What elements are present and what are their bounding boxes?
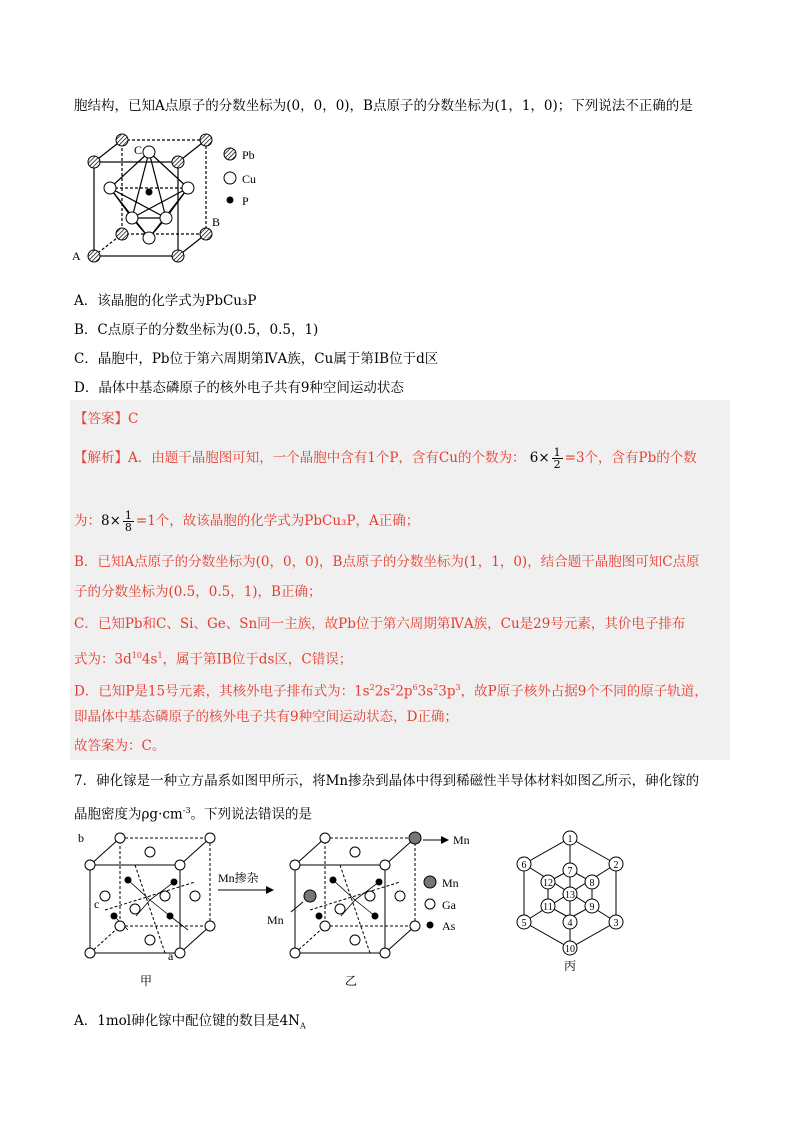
option-a: A．该晶胞的化学式为PbCu₃P: [74, 293, 257, 309]
svg-text:9: 9: [589, 902, 595, 913]
analysis-final: 故答案为：C。: [74, 738, 166, 754]
analysis-c-2: 式为：$3d^{10}4s^1$，属于第ⅠB位于ds区，C错误；: [74, 651, 353, 668]
analysis-label: 【解析】: [74, 450, 128, 466]
fraction-half: $\frac{1}{2}$: [553, 446, 561, 471]
option-d: D．晶体中基态磷原子的核外电子共有9种空间运动状态: [74, 380, 404, 396]
svg-text:6: 6: [521, 860, 527, 871]
option-c: C．晶胞中，Pb位于第六周期第ⅣA族，Cu属于第ⅠB位于d区: [74, 351, 439, 367]
svg-text:b: b: [78, 831, 84, 845]
analysis-d-2: 即晶体中基态磷原子的核外电子共有9种空间运动状态，D正确；: [74, 709, 458, 725]
analysis-b-1: B．已知A点原子的分数坐标为(0，0，0)，B点原子的分数坐标为(1，1，0)，结合题干晶胞图可知C点原: [74, 554, 700, 570]
svg-text:12: 12: [543, 878, 553, 889]
arrow-label: Mn掺杂: [218, 871, 259, 885]
answer-label: 【答案】C: [74, 411, 139, 427]
svg-text:Mn: Mn: [267, 913, 284, 927]
svg-text:2: 2: [613, 860, 619, 871]
analysis-d-1: D．已知P是15号元素，其核外电子排布式为：$1s^22s^22p^63s^23p^3$，故P原子核外占据9个不同的原子轨道，: [74, 683, 708, 700]
svg-text:10: 10: [565, 944, 575, 955]
svg-text:Mn: Mn: [442, 876, 459, 890]
svg-text:Ga: Ga: [442, 898, 456, 912]
question-intro: 胞结构，已知A点原子的分数坐标为(0，0，0)，B点原子的分数坐标为(1，1，0)；下列说法不正确的是: [74, 98, 693, 114]
svg-text:11: 11: [543, 902, 553, 913]
analysis-b-2: 子的分数坐标为(0.5，0.5，1)，B正确；: [74, 584, 322, 600]
analysis-c-1: C．已知Pb和C、Si、Ge、Sn同一主族，故Pb位于第六周期第ⅣA族，Cu是29号元素，其价电子排布: [74, 616, 686, 632]
crystal-figure-2: [70, 830, 730, 990]
svg-text:5: 5: [521, 918, 527, 929]
svg-text:3: 3: [613, 918, 619, 929]
label-yi: 乙: [345, 974, 358, 988]
svg-text:c: c: [94, 897, 100, 911]
svg-text:1: 1: [567, 834, 573, 845]
svg-text:As: As: [442, 919, 456, 933]
q7-line-2: 晶胞密度为$\rho g\cdot cm^{-3}$。下列说法错误的是: [74, 806, 313, 823]
label-jia: 甲: [140, 974, 153, 988]
svg-text:a: a: [168, 949, 174, 963]
legend-p: P: [242, 194, 249, 208]
label-b: B: [212, 215, 221, 229]
svg-text:13: 13: [565, 890, 575, 901]
q7-line-1: 7．砷化镓是一种立方晶系如图甲所示，将Mn掺杂到晶体中得到稀磁性半导体材料如图乙所示，砷化镓的: [74, 773, 700, 789]
q7-option-a: A．1mol砷化镓中配位键的数目是$4N_A$: [74, 1013, 306, 1031]
svg-text:Mn: Mn: [453, 833, 470, 847]
analysis-line-2: 为：8× $\frac{1}{8}$ =1个，故该晶胞的化学式为PbCu₃P，A正确；: [74, 509, 420, 534]
svg-text:4: 4: [567, 918, 573, 929]
crystal-figure-1: [70, 130, 300, 270]
fraction-eighth: $\frac{1}{8}$: [124, 509, 132, 534]
legend-cu: Cu: [242, 172, 257, 186]
label-bing: 丙: [563, 959, 577, 973]
svg-text:8: 8: [589, 878, 595, 889]
analysis-line-1: 【解析】A．由题干晶胞图可知，一个晶胞中含有1个P，含有Cu的个数为： 6× $\frac{1}{2}$ =3个，含有Pb的个数: [74, 446, 697, 471]
label-a: A: [72, 249, 81, 263]
legend-pb: Pb: [242, 148, 255, 162]
svg-text:7: 7: [567, 866, 573, 877]
label-c: C: [134, 143, 143, 157]
option-b: B．C点原子的分数坐标为(0.5，0.5，1): [74, 322, 319, 338]
